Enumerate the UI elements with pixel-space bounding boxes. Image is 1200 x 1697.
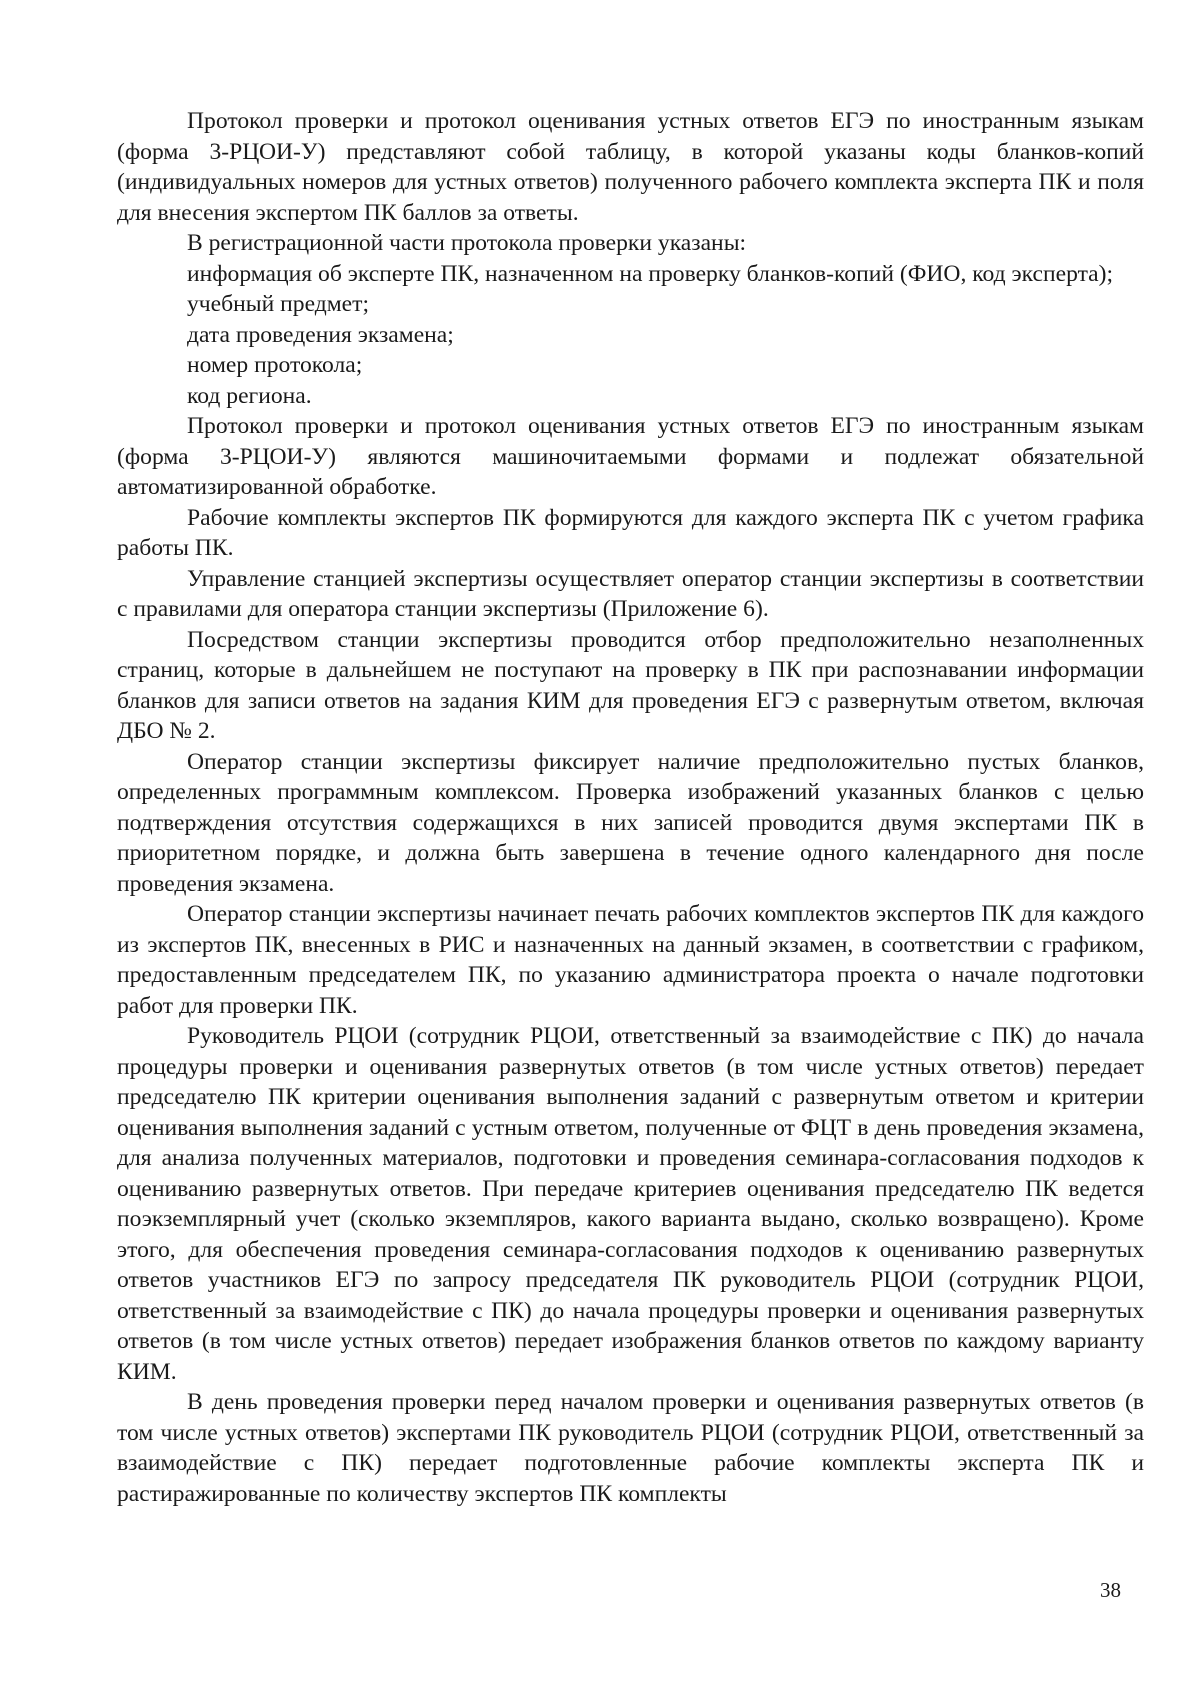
list-item-subject: учебный предмет;	[187, 291, 369, 317]
list-item-protocol-number: номер протокола;	[187, 352, 363, 378]
list-item-region-code: код региона.	[187, 382, 312, 409]
paragraph-machine-readable: Протокол проверки и протокол оценивания устных ответов ЕГЭ по иностранным языкам (форма 3-РЦОИ-У) являются машиночитаемыми формами и подлежат обязательной автоматизированной обработке.	[117, 413, 1144, 500]
paragraph-blank-check: Оператор станции экспертизы фиксирует наличие предположительно пустых бланков, определенных программным комплексом. Проверка изображений указанных бланков с целью подтверждения отсутствия содержащихся в них записей проводится двумя экспертами ПК в приоритетном порядке, и должна быть завершена в течение одного календарного дня после проведения экзамена.	[117, 748, 1144, 897]
list-item-exam-date: дата проведения экзамена;	[187, 321, 454, 348]
paragraph-station-management: Управление станцией экспертизы осуществляет оператор станции экспертизы в соответствии с правилами для оператора станции экспертизы (Приложение 6).	[117, 565, 1144, 622]
document-body	[117, 106, 1144, 1509]
page-number: 38	[1100, 1578, 1121, 1602]
paragraph-protocol-description: Протокол проверки и протокол оценивания устных ответов ЕГЭ по иностранным языкам (форма 3-РЦОИ-У) представляют собой таблицу, в которой указаны коды бланков-копий (индивидуальных номеров для устных ответов) полученного рабочего комплекта эксперта ПК и поля для внесения экспертом ПК баллов за ответы.	[117, 108, 1144, 226]
paragraph-check-day: В день проведения проверки перед началом проверки и оценивания развернутых ответов (в том числе устных ответов) экспертами ПК руководитель РЦОИ (сотрудник РЦОИ, ответственный за взаимодействие с ПК) передает подготовленные рабочие комплекты эксперта ПК и растиражированные по количеству экспертов ПК комплекты	[117, 1389, 1144, 1507]
paragraph-registration-intro: В регистрационной части протокола проверки указаны:	[187, 230, 747, 256]
paragraph-criteria-transfer: Руководитель РЦОИ (сотрудник РЦОИ, ответственный за взаимодействие с ПК) до начала процедуры проверки и оценивания развернутых ответов (в том числе устных ответов) передает председателю ПК критерии оценивания выполнения заданий с развернутым ответом и критерии оценивания выполнения заданий с устным ответом, полученные от ФЦТ в день проведения экзамена, для анализа полученных материалов, подготовки и проведения семинара-согласования подходов к оцениванию развернутых ответов. При передаче критериев оценивания председателю ПК ведется поэкземплярный учет (сколько экземпляров, какого варианта выдано, сколько возвращено). Кроме этого, для обеспечения проведения семинара-согласования подходов к оцениванию развернутых ответов участников ЕГЭ по запросу председателя ПК руководитель РЦОИ (сотрудник РЦОИ, ответственный за взаимодействие с ПК) до начала процедуры проверки и оценивания развернутых ответов (в том числе устных ответов) передает изображения бланков ответов по каждому варианту КИМ.	[117, 1023, 1144, 1385]
paragraph-work-kits: Рабочие комплекты экспертов ПК формируются для каждого эксперта ПК с учетом графика работы ПК.	[117, 504, 1144, 561]
paragraph-printing: Оператор станции экспертизы начинает печать рабочих комплектов экспертов ПК для каждого из экспертов ПК, внесенных в РИС и назначенных на данный экзамен, в соответствии с графиком, предоставленным председателем ПК, по указанию администратора проекта о начале подготовки работ для проверки ПК.	[117, 901, 1144, 1019]
list-item-expert-info: информация об эксперте ПК, назначенном на проверку бланков-копий (ФИО, код эксперта);	[187, 260, 1114, 287]
paragraph-empty-pages: Посредством станции экспертизы проводится отбор предположительно незаполненных страниц, которые в дальнейшем не поступают на проверку в ПК при распознавании информации бланков для записи ответов на задания КИМ для проведения ЕГЭ с развернутым ответом, включая ДБО № 2.	[117, 626, 1144, 744]
